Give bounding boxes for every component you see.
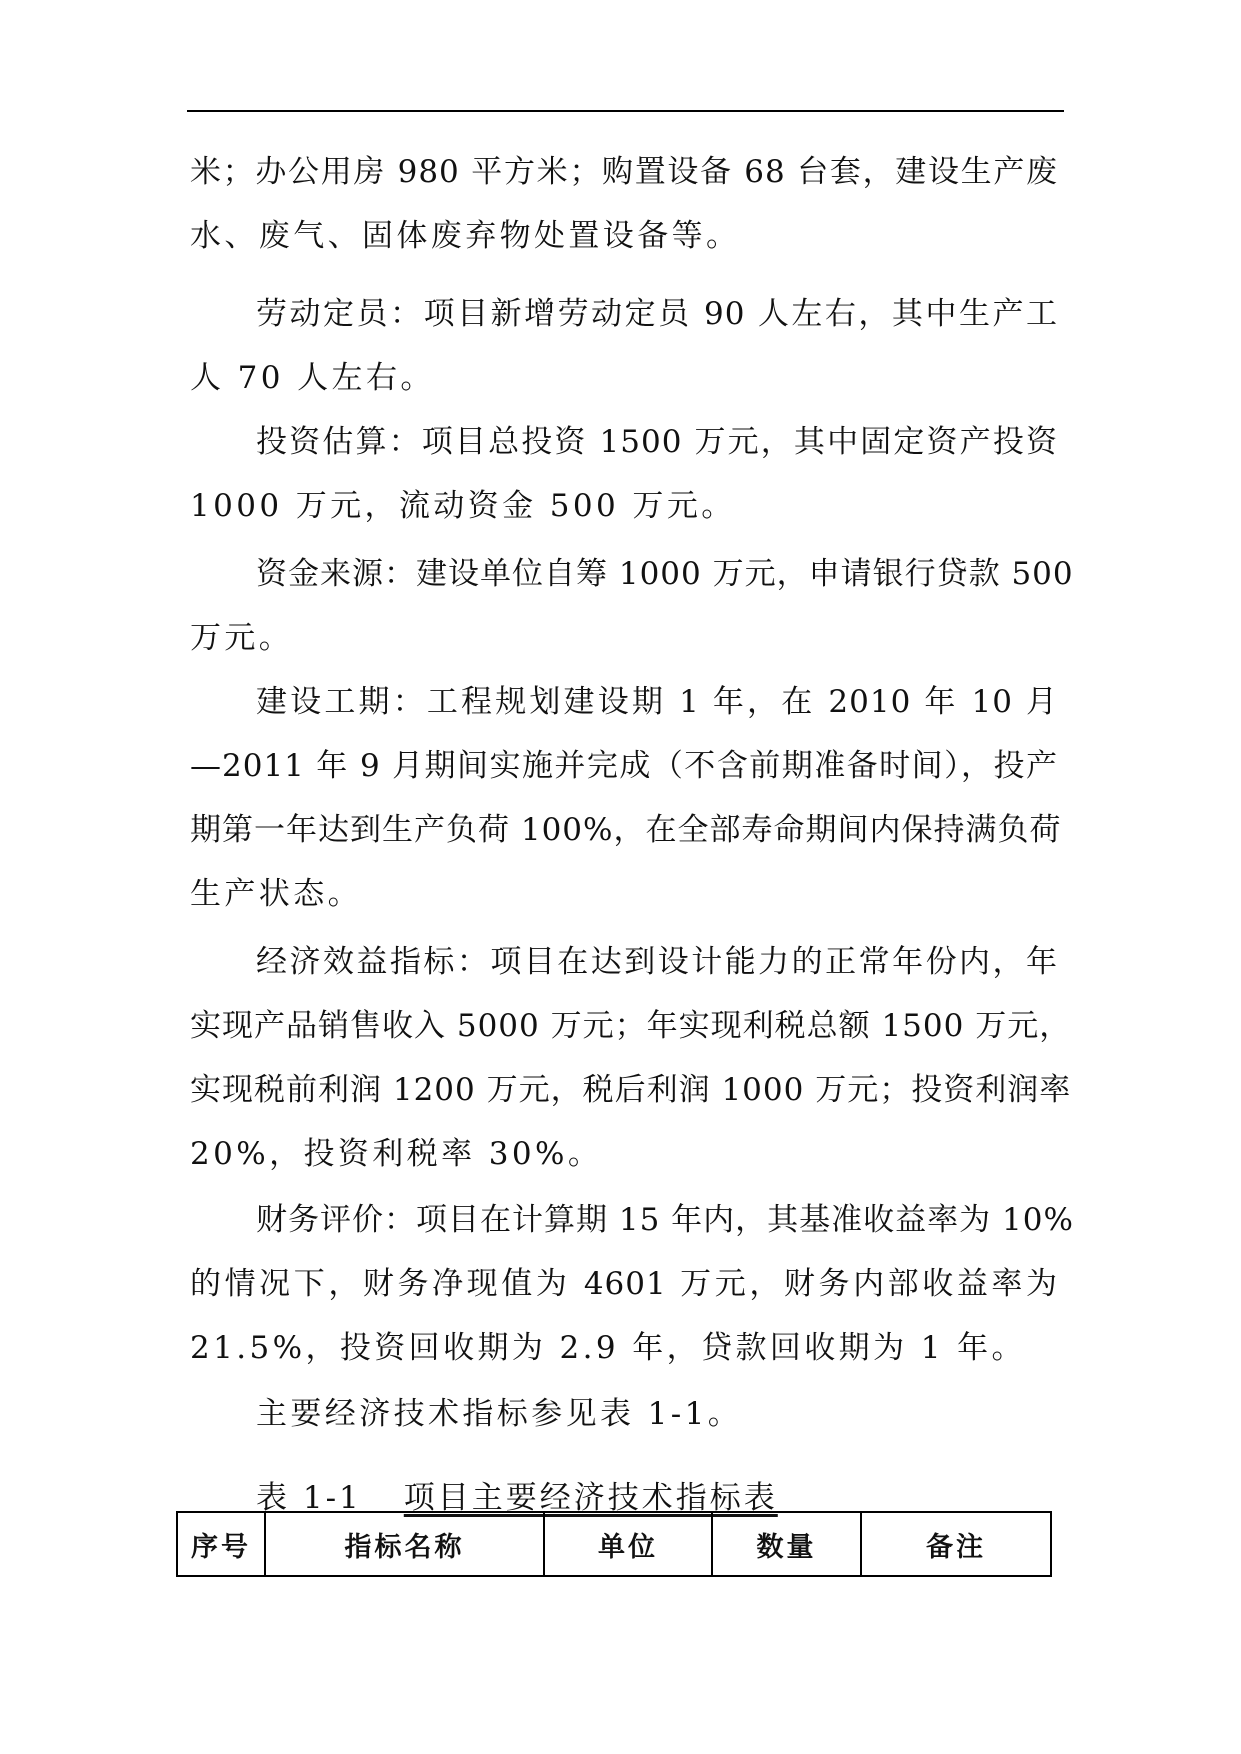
header-quantity: 数量 <box>712 1512 861 1576</box>
body-text-line: 实现产品销售收入 5000 万元；年实现利税总额 1500 万元， <box>190 1008 1072 1044</box>
body-text-line: 建设工期：工程规划建设期 1 年，在 2010 年 10 月 <box>256 684 1058 720</box>
body-text-line: 期第一年达到生产负荷 100%，在全部寿命期间内保持满负荷 <box>190 812 1062 848</box>
body-text-line: 主要经济技术指标参见表 1-1。 <box>256 1396 743 1432</box>
header-index: 序号 <box>177 1512 265 1576</box>
header-rule <box>187 110 1064 112</box>
table-number: 表 1-1 <box>256 1480 362 1516</box>
table-header-row <box>177 1512 1051 1576</box>
body-text-line: 1000 万元，流动资金 500 万元。 <box>190 488 736 524</box>
body-text-line: 经济效益指标：项目在达到设计能力的正常年份内，年 <box>256 944 1058 980</box>
body-text-line: 财务评价：项目在计算期 15 年内，其基准收益率为 10% <box>256 1202 1074 1238</box>
body-text-line: 水、废气、固体废弃物处置设备等。 <box>190 218 741 254</box>
body-text-line: 投资估算：项目总投资 1500 万元，其中固定资产投资 <box>256 424 1058 460</box>
header-unit: 单位 <box>544 1512 712 1576</box>
body-text-line: —2011 年 9 月期间实施并完成（不含前期准备时间），投产 <box>190 748 1058 784</box>
body-text-line: 劳动定员：项目新增劳动定员 90 人左右，其中生产工 <box>256 296 1058 332</box>
body-text-line: 生产状态。 <box>190 876 362 912</box>
body-text-line: 万元。 <box>190 620 294 656</box>
body-text-line: 的情况下，财务净现值为 4601 万元，财务内部收益率为 <box>190 1266 1058 1302</box>
header-remarks: 备注 <box>861 1512 1051 1576</box>
header-indicator-name: 指标名称 <box>265 1512 544 1576</box>
body-text-line: 人 70 人左右。 <box>190 360 435 396</box>
body-text-line: 米；办公用房 980 平方米；购置设备 68 台套，建设生产废 <box>190 154 1058 190</box>
body-text-line: 21.5%，投资回收期为 2.9 年，贷款回收期为 1 年。 <box>190 1330 1026 1366</box>
body-text-line: 资金来源：建设单位自筹 1000 万元，申请银行贷款 500 <box>256 556 1074 592</box>
body-text-line: 实现税前利润 1200 万元，税后利润 1000 万元；投资利润率 <box>190 1072 1072 1108</box>
table-title: 项目主要经济技术指标表 <box>403 1480 778 1516</box>
body-text-line: 20%，投资利税率 30%。 <box>190 1136 603 1172</box>
indicators-table <box>176 1511 1052 1577</box>
